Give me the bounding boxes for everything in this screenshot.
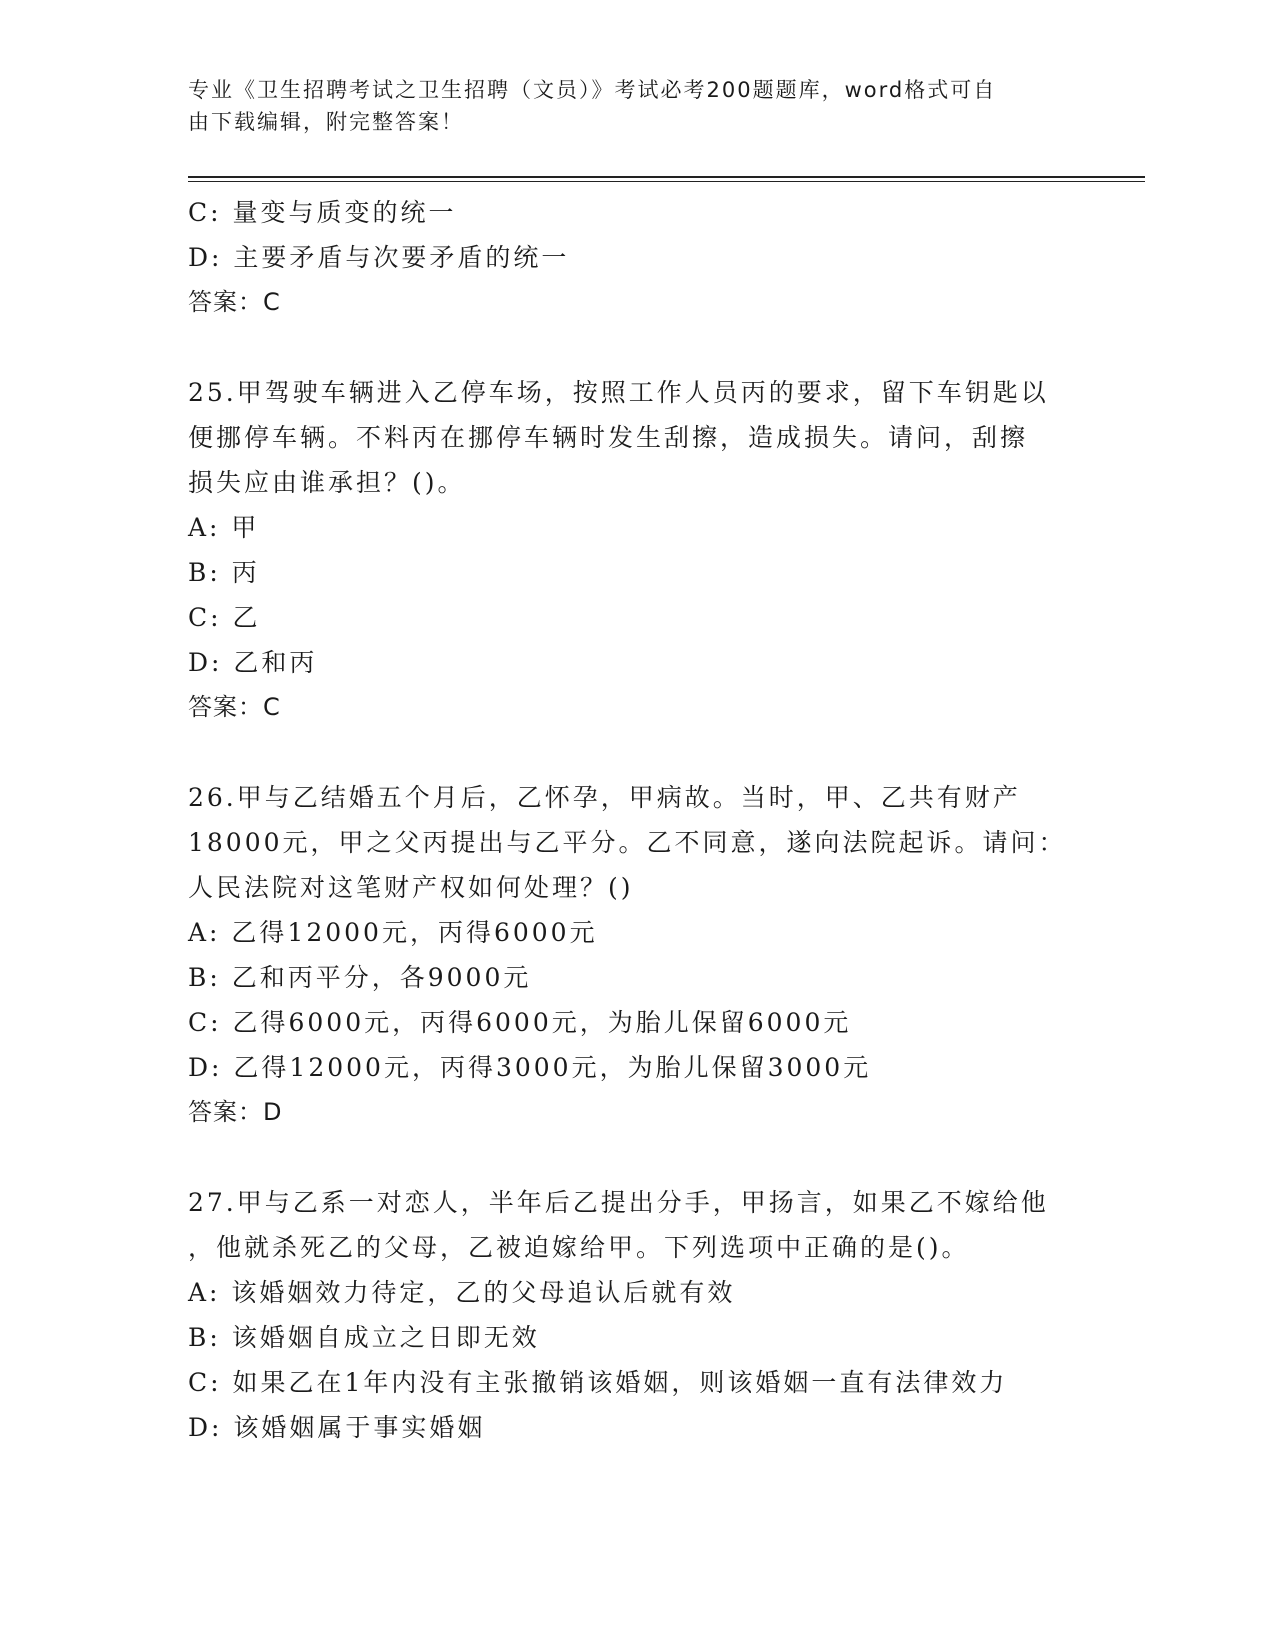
option-b: B: 丙 — [188, 558, 260, 587]
question-stem-line: 26.甲与乙结婚五个月后，乙怀孕，甲病故。当时，甲、乙共有财产 — [188, 783, 1021, 812]
option-c: C: 如果乙在1年内没有主张撤销该婚姻，则该婚姻一直有法律效力 — [188, 1368, 1008, 1397]
option-c: C: 乙得6000元，丙得6000元，为胎儿保留6000元 — [188, 1008, 852, 1037]
header-line-1: 专业《卫生招聘考试之卫生招聘（文员）》考试必考200题题库，word格式可自 — [188, 78, 997, 102]
question-25 — [188, 370, 1088, 730]
header-line-2: 由下载编辑，附完整答案！ — [188, 110, 464, 134]
option-d: D: 乙得12000元，丙得3000元，为胎儿保留3000元 — [188, 1053, 872, 1082]
question-stem-line: 27.甲与乙系一对恋人，半年后乙提出分手，甲扬言，如果乙不嫁给他 — [188, 1188, 1049, 1217]
question-26 — [188, 775, 1088, 1135]
document-body — [188, 190, 1088, 1450]
header-rule-thin — [188, 181, 1145, 182]
question-stem-line: 人民法院对这笔财产权如何处理？() — [188, 873, 634, 902]
option-d: D: 主要矛盾与次要矛盾的统一 — [188, 243, 570, 272]
option-c: C: 乙 — [188, 603, 261, 632]
header-rule-thick — [188, 176, 1145, 178]
question-27 — [188, 1180, 1088, 1450]
option-b: B: 乙和丙平分，各9000元 — [188, 963, 532, 992]
option-d: D: 乙和丙 — [188, 648, 318, 677]
option-a: A: 乙得12000元，丙得6000元 — [188, 918, 598, 947]
question-stem-line: 便挪停车辆。不料丙在挪停车辆时发生刮擦，造成损失。请问，刮擦 — [188, 423, 1029, 452]
question-stem-line: ，他就杀死乙的父母，乙被迫嫁给甲。下列选项中正确的是()。 — [188, 1233, 970, 1262]
question-stem-line: 25.甲驾驶车辆进入乙停车场，按照工作人员丙的要求，留下车钥匙以 — [188, 378, 1049, 407]
option-a: A: 该婚姻效力待定，乙的父母追认后就有效 — [188, 1278, 736, 1307]
document-header — [188, 74, 1068, 138]
answer: 答案：C — [188, 693, 281, 721]
option-b: B: 该婚姻自成立之日即无效 — [188, 1323, 540, 1352]
option-c: C: 量变与质变的统一 — [188, 198, 457, 227]
option-a: A: 甲 — [188, 513, 260, 542]
answer: 答案：D — [188, 1098, 283, 1126]
question-stem-line: 损失应由谁承担？()。 — [188, 468, 466, 497]
question-stem-line: 18000元，甲之父丙提出与乙平分。乙不同意，遂向法院起诉。请问： — [188, 828, 1067, 857]
answer: 答案：C — [188, 288, 281, 316]
option-d: D: 该婚姻属于事实婚姻 — [188, 1413, 486, 1442]
